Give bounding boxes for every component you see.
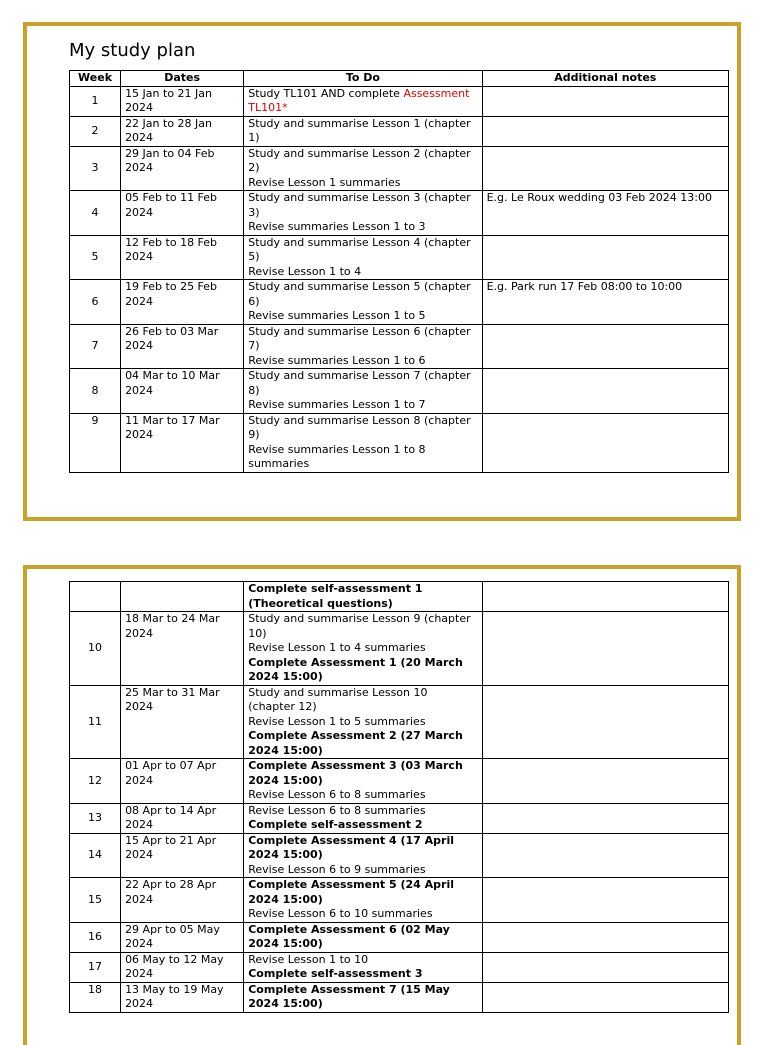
notes-cell bbox=[482, 324, 728, 369]
week-cell: 10 bbox=[70, 612, 121, 686]
todo-cell bbox=[244, 803, 482, 833]
todo-line: Revise Lesson 6 to 9 summaries bbox=[248, 862, 426, 876]
todo-line: Complete Assessment 2 (27 March 2024 15:00) bbox=[248, 729, 463, 757]
dates-cell: 22 Jan to 28 Jan 2024 bbox=[121, 116, 244, 146]
dates-cell: 29 Apr to 05 May 2024 bbox=[121, 922, 244, 952]
week-cell: 1 bbox=[70, 86, 121, 116]
table-row bbox=[70, 235, 729, 280]
todo-line: Complete self-assessment 1 (Theoretical questions) bbox=[248, 582, 423, 610]
week-cell: 7 bbox=[70, 324, 121, 369]
page-title: My study plan bbox=[69, 40, 196, 61]
notes-cell: E.g. Park run 17 Feb 08:00 to 10:00 bbox=[482, 280, 728, 325]
todo-line: Revise Lesson 6 to 8 summaries bbox=[248, 803, 426, 817]
study-plan-page-2 bbox=[23, 565, 741, 1045]
dates-cell: 26 Feb to 03 Mar 2024 bbox=[121, 324, 244, 369]
week-cell: 16 bbox=[70, 922, 121, 952]
notes-cell bbox=[482, 803, 728, 833]
week-cell: 5 bbox=[70, 235, 121, 280]
week-cell: 11 bbox=[70, 685, 121, 759]
week-cell: 14 bbox=[70, 833, 121, 878]
todo-cell bbox=[244, 191, 482, 236]
todo-line: Study and summarise Lesson 8 (chapter 9) bbox=[248, 413, 471, 441]
notes-cell: E.g. Le Roux wedding 03 Feb 2024 13:00 bbox=[482, 191, 728, 236]
table-row bbox=[70, 759, 729, 804]
study-plan-table bbox=[69, 70, 729, 473]
todo-cell bbox=[244, 922, 482, 952]
todo-line: Revise summaries Lesson 1 to 6 bbox=[248, 353, 426, 367]
todo-line: Complete Assessment 7 (15 May 2024 15:00) bbox=[248, 982, 450, 1010]
week-cell: 13 bbox=[70, 803, 121, 833]
dates-cell bbox=[121, 582, 244, 612]
todo-line: Revise Lesson 1 to 5 summaries bbox=[248, 714, 426, 728]
todo-line: Study and summarise Lesson 9 (chapter 10) bbox=[248, 612, 471, 640]
dates-cell: 11 Mar to 17 Mar 2024 bbox=[121, 413, 244, 472]
study-plan-page-1 bbox=[23, 22, 741, 521]
todo-cell bbox=[244, 146, 482, 191]
table-row bbox=[70, 280, 729, 325]
week-cell: 17 bbox=[70, 952, 121, 982]
dates-cell: 18 Mar to 24 Mar 2024 bbox=[121, 612, 244, 686]
table-row bbox=[70, 982, 729, 1012]
week-cell: 3 bbox=[70, 146, 121, 191]
todo-line: Study and summarise Lesson 7 (chapter 8) bbox=[248, 369, 471, 397]
notes-cell bbox=[482, 982, 728, 1012]
dates-cell: 25 Mar to 31 Mar 2024 bbox=[121, 685, 244, 759]
header-week: Week bbox=[70, 71, 121, 87]
todo-cell bbox=[244, 685, 482, 759]
notes-cell bbox=[482, 612, 728, 686]
notes-cell bbox=[482, 369, 728, 414]
todo-line: Complete Assessment 1 (20 March 2024 15:00) bbox=[248, 655, 463, 683]
todo-line: Study and summarise Lesson 3 (chapter 3) bbox=[248, 191, 471, 219]
todo-line: Study and summarise Lesson 5 (chapter 6) bbox=[248, 280, 471, 308]
todo-cell bbox=[244, 759, 482, 804]
week-cell: 8 bbox=[70, 369, 121, 414]
todo-cell bbox=[244, 612, 482, 686]
dates-cell: 01 Apr to 07 Apr 2024 bbox=[121, 759, 244, 804]
notes-cell bbox=[482, 413, 728, 472]
notes-cell bbox=[482, 878, 728, 923]
todo-line: Revise Lesson 1 to 4 bbox=[248, 264, 362, 278]
todo-cell bbox=[244, 582, 482, 612]
todo-cell bbox=[244, 116, 482, 146]
study-plan-table-continued bbox=[69, 581, 729, 1013]
todo-cell bbox=[244, 86, 482, 116]
todo-line: Study and summarise Lesson 6 (chapter 7) bbox=[248, 324, 471, 352]
header-notes: Additional notes bbox=[482, 71, 728, 87]
dates-cell: 12 Feb to 18 Feb 2024 bbox=[121, 235, 244, 280]
dates-cell: 13 May to 19 May 2024 bbox=[121, 982, 244, 1012]
notes-cell bbox=[482, 582, 728, 612]
assessment-link-text: Assessment TL101* bbox=[248, 86, 470, 114]
week-cell: 18 bbox=[70, 982, 121, 1012]
dates-cell: 05 Feb to 11 Feb 2024 bbox=[121, 191, 244, 236]
todo-text: Study TL101 AND complete bbox=[248, 86, 404, 100]
notes-cell bbox=[482, 922, 728, 952]
todo-line: Study and summarise Lesson 2 (chapter 2) bbox=[248, 146, 471, 174]
todo-line: Revise Lesson 1 to 4 summaries bbox=[248, 641, 426, 654]
todo-cell bbox=[244, 280, 482, 325]
todo-cell bbox=[244, 369, 482, 414]
notes-cell bbox=[482, 759, 728, 804]
todo-cell bbox=[244, 878, 482, 923]
todo-cell bbox=[244, 833, 482, 878]
week-cell: 15 bbox=[70, 878, 121, 923]
notes-cell bbox=[482, 116, 728, 146]
notes-cell bbox=[482, 146, 728, 191]
header-dates: Dates bbox=[121, 71, 244, 87]
todo-line: Revise Lesson 6 to 8 summaries bbox=[248, 788, 426, 801]
table-row bbox=[70, 922, 729, 952]
dates-cell: 22 Apr to 28 Apr 2024 bbox=[121, 878, 244, 923]
table-row bbox=[70, 116, 729, 146]
todo-line: Revise Lesson 1 summaries bbox=[248, 175, 401, 189]
table-header-row bbox=[70, 71, 729, 87]
dates-cell: 08 Apr to 14 Apr 2024 bbox=[121, 803, 244, 833]
todo-line: Revise summaries Lesson 1 to 5 bbox=[248, 309, 426, 322]
week-cell: 2 bbox=[70, 116, 121, 146]
table-row bbox=[70, 803, 729, 833]
table-row bbox=[70, 324, 729, 369]
dates-cell: 19 Feb to 25 Feb 2024 bbox=[121, 280, 244, 325]
table-row bbox=[70, 146, 729, 191]
todo-cell bbox=[244, 952, 482, 982]
dates-cell: 15 Apr to 21 Apr 2024 bbox=[121, 833, 244, 878]
todo-line: Complete Assessment 6 (02 May 2024 15:00) bbox=[248, 922, 450, 950]
notes-cell bbox=[482, 685, 728, 759]
table-row bbox=[70, 369, 729, 414]
dates-cell: 29 Jan to 04 Feb 2024 bbox=[121, 146, 244, 191]
table-row bbox=[70, 685, 729, 759]
todo-line: Revise summaries Lesson 1 to 3 bbox=[248, 220, 426, 233]
todo-cell bbox=[244, 324, 482, 369]
todo-line: Complete Assessment 4 (17 April 2024 15:00) bbox=[248, 833, 454, 861]
todo-line: Revise summaries Lesson 1 to 8 summaries bbox=[248, 442, 426, 470]
todo-line: Revise Lesson 1 to 10 bbox=[248, 952, 369, 966]
table-row bbox=[70, 582, 729, 612]
notes-cell bbox=[482, 235, 728, 280]
table-row bbox=[70, 952, 729, 982]
notes-cell bbox=[482, 952, 728, 982]
todo-line: Revise Lesson 6 to 10 summaries bbox=[248, 907, 433, 920]
table-row bbox=[70, 833, 729, 878]
dates-cell: 04 Mar to 10 Mar 2024 bbox=[121, 369, 244, 414]
todo-line: Study and summarise Lesson 1 (chapter 1) bbox=[248, 116, 471, 144]
dates-cell: 06 May to 12 May 2024 bbox=[121, 952, 244, 982]
todo-cell bbox=[244, 982, 482, 1012]
todo-cell bbox=[244, 413, 482, 472]
todo-line: Study and summarise Lesson 10 (chapter 12) bbox=[248, 685, 428, 713]
todo-line: Complete Assessment 5 (24 April 2024 15:00) bbox=[248, 878, 454, 906]
table-row bbox=[70, 191, 729, 236]
notes-cell bbox=[482, 86, 728, 116]
header-todo: To Do bbox=[244, 71, 482, 87]
week-cell: 9 bbox=[70, 413, 121, 472]
table-row bbox=[70, 86, 729, 116]
week-cell bbox=[70, 582, 121, 612]
todo-line: Study and summarise Lesson 4 (chapter 5) bbox=[248, 235, 471, 263]
todo-line: Complete Assessment 3 (03 March 2024 15:00) bbox=[248, 759, 463, 787]
week-cell: 4 bbox=[70, 191, 121, 236]
todo-line: Complete self-assessment 3 bbox=[248, 967, 423, 980]
table-row bbox=[70, 878, 729, 923]
todo-line: Complete self-assessment 2 bbox=[248, 818, 423, 831]
dates-cell: 15 Jan to 21 Jan 2024 bbox=[121, 86, 244, 116]
todo-cell bbox=[244, 235, 482, 280]
week-cell: 6 bbox=[70, 280, 121, 325]
week-cell: 12 bbox=[70, 759, 121, 804]
table-row bbox=[70, 612, 729, 686]
table-row bbox=[70, 413, 729, 472]
notes-cell bbox=[482, 833, 728, 878]
todo-line: Revise summaries Lesson 1 to 7 bbox=[248, 398, 426, 411]
